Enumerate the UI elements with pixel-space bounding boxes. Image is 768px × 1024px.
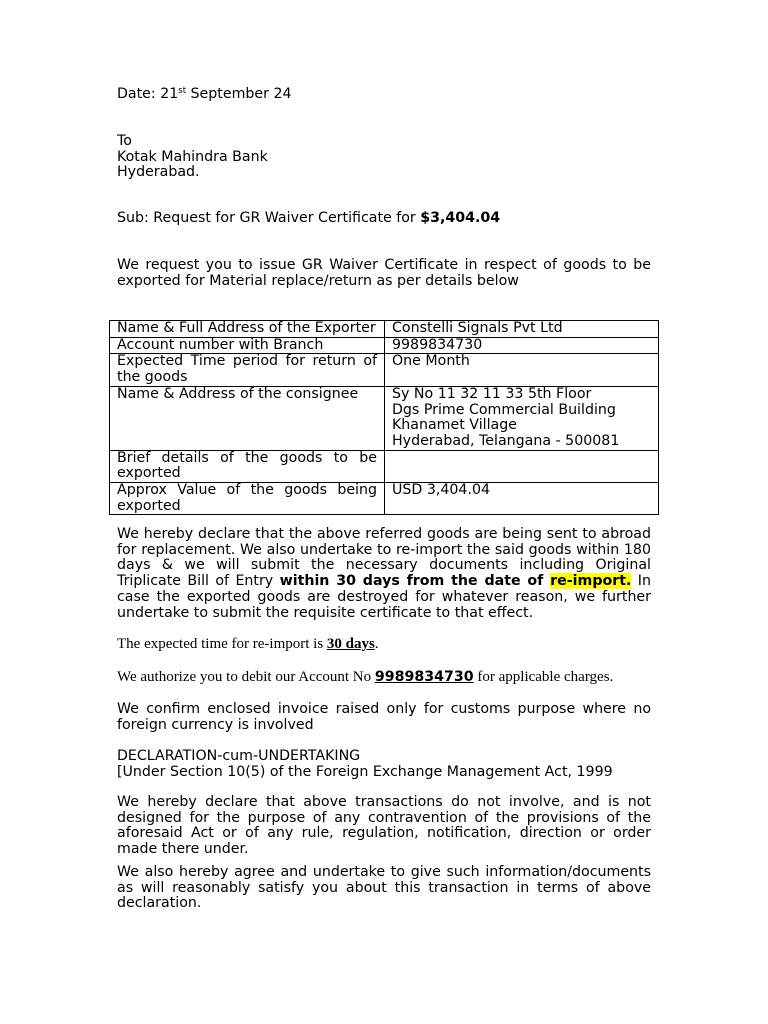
recipient-city: Hyderabad. bbox=[117, 164, 200, 181]
table-row bbox=[110, 386, 659, 450]
table-value-line: USD 3,404.04 bbox=[392, 482, 491, 499]
table-value-line: One Month bbox=[392, 353, 470, 370]
date-line bbox=[117, 87, 651, 103]
table-value-cell bbox=[385, 386, 659, 450]
authorize-text: We authorize you to debit our Account No bbox=[117, 669, 375, 685]
table-label-cell: Brief details of the goods to be exported bbox=[110, 450, 385, 482]
undertaking-heading bbox=[117, 749, 651, 780]
table-row bbox=[110, 321, 659, 338]
table-value-cell bbox=[385, 450, 659, 482]
subject-line bbox=[117, 211, 651, 227]
declaration-tail: In case the exported goods are destroyed for whatever reason, we further undertake to submit the requisite certificate to that effect. bbox=[117, 573, 651, 621]
subject-text: Sub: Request for GR Waiver Certificate for bbox=[117, 210, 421, 226]
reimport-line bbox=[117, 637, 651, 653]
table-value-line: Dgs Prime Commercial Building bbox=[392, 401, 616, 418]
undertaking-section: [Under Section 10(5) of the Foreign Exchange Management Act, 1999 bbox=[117, 763, 613, 780]
date-ordinal: st bbox=[178, 86, 187, 96]
declaration-paragraph bbox=[117, 527, 651, 621]
table-label-cell: Account number with Branch bbox=[110, 337, 385, 354]
table-value-line: 9989834730 bbox=[392, 336, 483, 353]
declaration2-paragraph: We hereby declare that above transactions do not involve, and is not designed for the purpose of any contravention of the provisions of the aforesaid Act or of any rule, regulation, notification, direction or order made there under. bbox=[117, 794, 651, 858]
recipient-bank: Kotak Mahindra Bank bbox=[117, 148, 268, 165]
reimport-days: 30 days bbox=[326, 636, 375, 652]
table-value-cell bbox=[385, 321, 659, 338]
date-month-year: September 24 bbox=[186, 86, 292, 102]
authorize-line bbox=[117, 670, 651, 686]
table-value-cell bbox=[385, 483, 659, 515]
table-value-line: Hyderabad, Telangana - 500081 bbox=[392, 432, 620, 449]
declaration-bold-text: within 30 days from the date of bbox=[279, 573, 551, 590]
table-value-cell bbox=[385, 354, 659, 386]
recipient-block bbox=[117, 134, 651, 181]
table-value-line: Constelli Signals Pvt Ltd bbox=[392, 320, 563, 336]
reimport-suffix: . bbox=[374, 636, 379, 652]
reimport-highlight: re-import. bbox=[550, 573, 632, 590]
declaration-text: We hereby declare that the above referred goods are being sent to abroad for replacement. We also undertake to re-import the said goods within 180 days & we will submit the necessary documents including Original Triplicate Bill of Entry bbox=[117, 526, 651, 590]
confirm-paragraph: We confirm enclosed invoice raised only for customs purpose where no foreign currency is involved bbox=[117, 701, 651, 733]
table-value-line: Sy No 11 32 11 33 5th Floor bbox=[392, 385, 592, 402]
goods-details-table bbox=[109, 320, 659, 515]
table-row bbox=[110, 337, 659, 354]
table-label-cell: Name & Address of the consignee bbox=[110, 386, 385, 450]
date-text: Date: 21 bbox=[117, 86, 179, 102]
table-value-cell bbox=[385, 337, 659, 354]
table-row bbox=[110, 483, 659, 515]
reimport-text: The expected time for re-import is bbox=[117, 636, 327, 652]
table-label-cell: Expected Time period for return of the goods bbox=[110, 354, 385, 386]
declaration3-paragraph: We also hereby agree and undertake to give such information/documents as will reasonably satisfy you about this transaction in terms of above declaration. bbox=[117, 864, 651, 912]
undertaking-title: DECLARATION-cum-UNDERTAKING bbox=[117, 748, 361, 764]
table-row bbox=[110, 354, 659, 386]
authorize-account-number: 9989834730 bbox=[374, 669, 474, 685]
recipient-to: To bbox=[117, 133, 132, 149]
table-row bbox=[110, 450, 659, 482]
table-value-line: Khanamet Village bbox=[392, 417, 517, 434]
authorize-suffix: for applicable charges. bbox=[473, 669, 614, 685]
table-label-cell: Name & Full Address of the Exporter bbox=[110, 321, 385, 338]
intro-paragraph: We request you to issue GR Waiver Certificate in respect of goods to be exported for Material replace/return as per details below bbox=[117, 257, 651, 289]
table-label-cell: Approx Value of the goods being exported bbox=[110, 483, 385, 515]
subject-amount: $3,404.04 bbox=[420, 210, 501, 226]
